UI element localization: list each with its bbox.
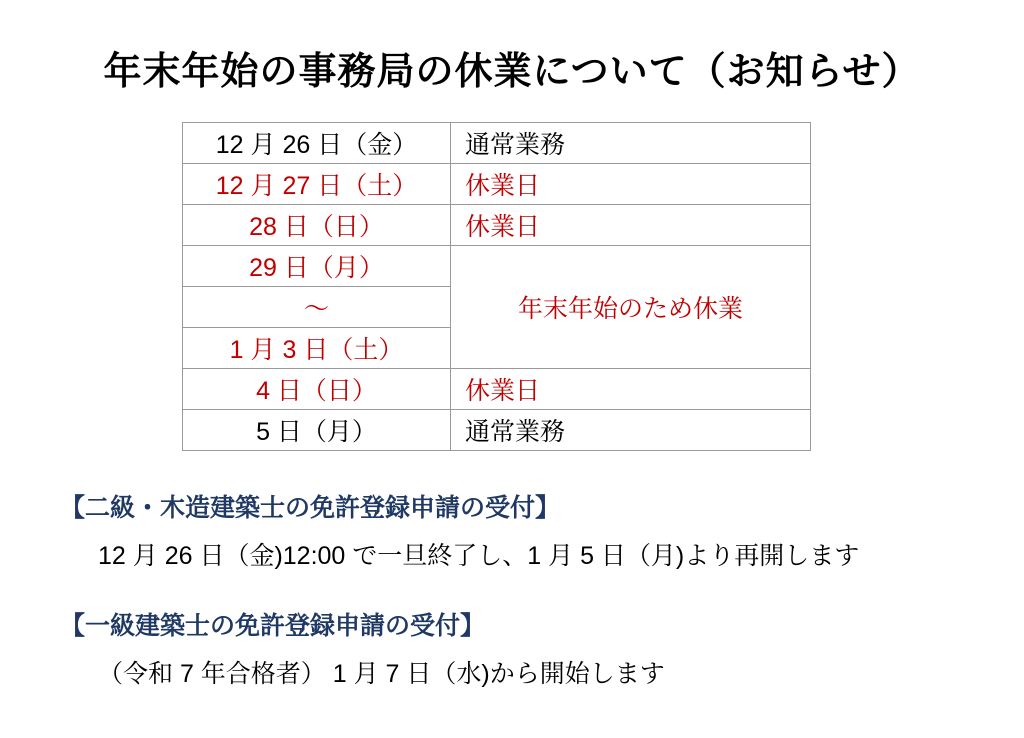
schedule-date: 4 日（日） (183, 369, 451, 410)
schedule-note: 休業日 (451, 369, 811, 410)
schedule-note: 通常業務 (451, 410, 811, 451)
schedule-date: 12 月 27 日（土） (183, 164, 451, 205)
section-first-class-license (60, 606, 1000, 690)
table-row (183, 205, 811, 246)
schedule-note: 休業日 (451, 164, 811, 205)
schedule-note: 休業日 (451, 205, 811, 246)
section-body: 12 月 26 日（金)12:00 で一旦終了し、1 月 5 日（月)より再開します (98, 542, 860, 570)
holiday-schedule-table (182, 122, 811, 451)
table-row (183, 123, 811, 164)
table-row (183, 410, 811, 451)
section-body: （令和 7 年合格者） 1 月 7 日（水)から開始します (98, 660, 665, 688)
schedule-note: 通常業務 (451, 123, 811, 164)
section-heading: 【二級・木造建築士の免許登録申請の受付】 (60, 494, 561, 522)
schedule-date: 〜 (183, 287, 451, 328)
schedule-note-merged: 年末年始のため休業 (451, 246, 811, 369)
schedule-date: 29 日（月） (183, 246, 451, 287)
table-row (183, 369, 811, 410)
table-row (183, 246, 811, 287)
schedule-date: 1 月 3 日（土） (183, 328, 451, 369)
section-heading: 【一級建築士の免許登録申請の受付】 (60, 612, 486, 640)
schedule-date: 5 日（月） (183, 410, 451, 451)
page-title: 年末年始の事務局の休業について（お知らせ） (103, 51, 921, 93)
table-row (183, 164, 811, 205)
schedule-date: 28 日（日） (183, 205, 451, 246)
section-second-class-license (60, 488, 1000, 572)
schedule-date: 12 月 26 日（金） (183, 123, 451, 164)
